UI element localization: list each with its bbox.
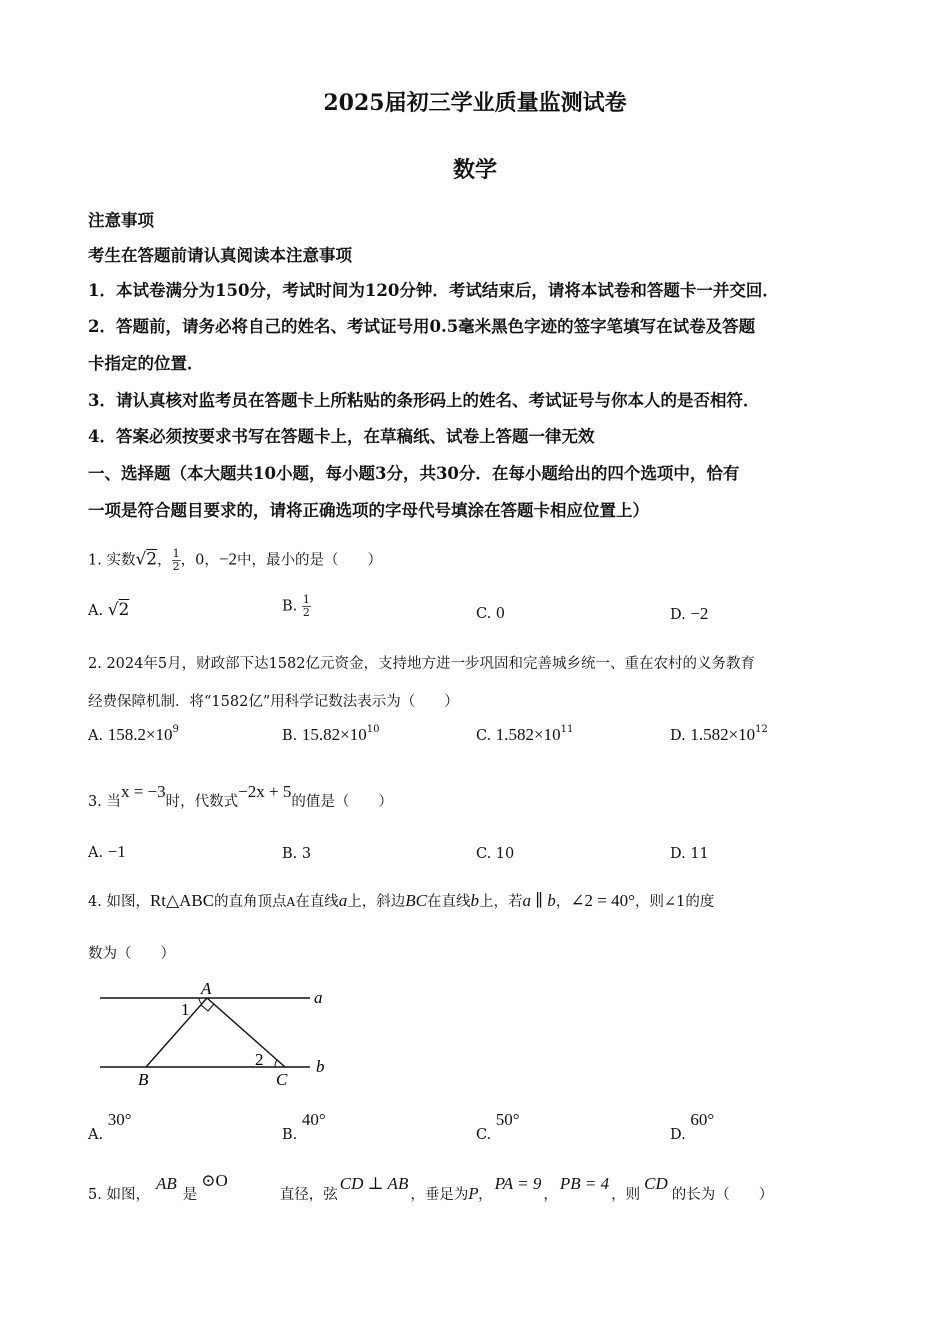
option-a[interactable]: A. −1 — [88, 842, 126, 861]
question-1: 1. 实数√2， $\frac{1}{2}$ ，0，−2中，最小的是（ ） — [88, 547, 382, 573]
label-1: 1 — [181, 1000, 190, 1019]
option-b[interactable]: B. $\frac{1}{2}$ — [282, 593, 310, 619]
option-c[interactable]: C. 10 — [476, 846, 515, 862]
label-C: C — [276, 1070, 288, 1089]
option-d[interactable]: D. 60° — [670, 1110, 715, 1143]
question-2: 2. 2024年5月，财政部下达1582亿元资金，支持地方进一步巩固和完善城乡统一、重在农村的义务教育 — [88, 656, 755, 672]
option-c[interactable]: C. 50° — [476, 1110, 520, 1143]
notice-item: 2．答题前，请务必将自己的姓名、考试证号用0.5毫米黑色字迹的签字笔填写在试卷及答题 — [88, 317, 756, 336]
option-b[interactable]: B. 3 — [282, 846, 312, 862]
option-d[interactable]: D. 11 — [670, 846, 709, 862]
triangle-figure — [95, 978, 340, 1090]
label-2: 2 — [255, 1050, 264, 1069]
angle-1-arc — [199, 998, 202, 1004]
angle-2-arc — [275, 1060, 277, 1067]
side-ac — [207, 998, 285, 1067]
question-5: 5. 如图，AB是⊙O直径，弦CD ⊥ AB，垂足为P，PA = 9，PB = 4，则CD的长为（ ） — [88, 1171, 774, 1203]
notice-item: 4．答案必须按要求书写在答题卡上，在草稿纸、试卷上答题一律无效 — [88, 427, 595, 446]
fraction-one-half: $\frac{1}{2}$ — [172, 547, 180, 573]
option-a[interactable]: A. 30° — [88, 1110, 132, 1143]
side-ab — [146, 998, 207, 1067]
option-d[interactable]: D. $1.582\times 10^{12}$ — [670, 724, 768, 744]
section-heading-cont: 一项是符合题目要求的，请将正确选项的字母代号填涂在答题卡相应位置上） — [88, 501, 649, 520]
page-title: 2025届初三学业质量监测试卷 — [323, 90, 627, 116]
notice-subheading: 考生在答题前请认真阅读本注意事项 — [88, 246, 352, 265]
notice-heading: 注意事项 — [88, 211, 154, 230]
question-4-cont: 数为（ ） — [88, 946, 175, 962]
option-c[interactable]: C. $1.582\times 10^{11}$ — [476, 724, 574, 744]
label-a: a — [314, 988, 323, 1007]
label-B: B — [138, 1070, 149, 1089]
right-angle-mark — [201, 1004, 214, 1011]
subject-title: 数学 — [452, 157, 497, 183]
option-a[interactable]: A. $158.2\times 10^9$ — [88, 724, 179, 744]
question-3: 3. 当x = −3时，代数式−2x + 5的值是（ ） — [88, 782, 393, 810]
question-4: 4. 如图，Rt△ABC的直角顶点A在直线a上，斜边BC在直线b上，若a ∥ b，∠2 = 40°，则∠1的度 — [88, 891, 715, 910]
option-c[interactable]: C. 0 — [476, 606, 506, 622]
label-b: b — [316, 1057, 325, 1076]
notice-item: 1．本试卷满分为150分，考试时间为120分钟．考试结束后，请将本试卷和答题卡一并交回． — [88, 281, 779, 300]
option-b[interactable]: B. $15.82\times 10^{10}$ — [282, 724, 380, 744]
notice-item: 卡指定的位置． — [88, 354, 204, 373]
section-heading: 一、选择题（本大题共10小题，每小题3分，共30分．在每小题给出的四个选项中，恰有 — [88, 464, 740, 483]
question-2-cont: 经费保障机制．将“1582亿”用科学记数法表示为（ ） — [88, 694, 459, 710]
option-a[interactable]: A. √2 — [88, 600, 130, 620]
sqrt-2: √2 — [135, 549, 158, 570]
option-d[interactable]: D. −2 — [670, 604, 709, 623]
option-b[interactable]: B. 40° — [282, 1110, 326, 1143]
label-A: A — [201, 979, 212, 998]
notice-item: 3．请认真核对监考员在答题卡上所粘贴的条形码上的姓名、考试证号与你本人的是否相符． — [88, 391, 760, 410]
